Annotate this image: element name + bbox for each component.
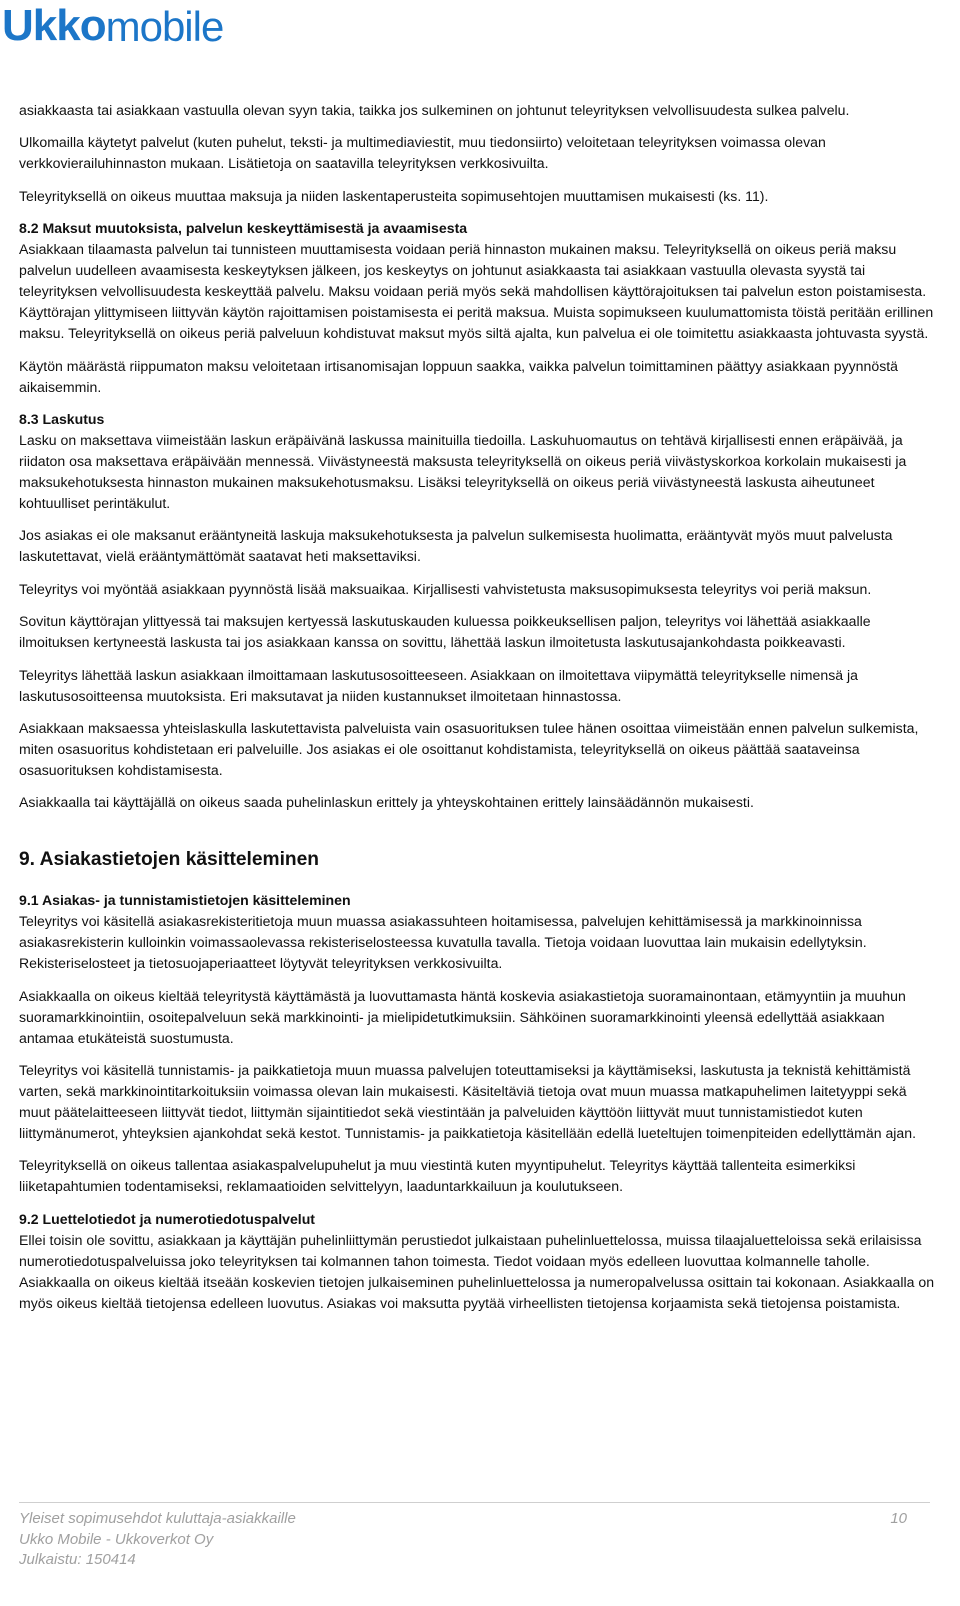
chapter-heading: 9. Asiakastietojen käsitteleminen <box>19 849 320 871</box>
section-8-3 <box>19 409 937 813</box>
paragraph: Sovitun käyttörajan ylittyessä tai maksujen kertyessä laskutuskauden kuluessa poikkeuksellisen paljon, teleyritys voi lähettää asiakkaalle ilmoituksen kertyneestä laskusta tai jos asiakkaan kanssa on sovittu, lähettää laskun ilmoitetusta laskutusajankohdasta poikkeavasti. <box>19 613 871 651</box>
footer-page-number: 10 <box>890 1510 907 1527</box>
paragraph: Ellei toisin ole sovittu, asiakkaan ja käyttäjän puhelinliittymän perustiedot julkaistaan puhelinluettelossa, muissa tilaajaluetteloissa sekä erilaisissa numerotiedotuspalveluissa joko teleyrityksen tai kolmannen tahon toimesta. Tiedot voidaan myös edelleen luovuttaa kolmannelle taholle. Asiakkaalla on oikeus kieltää itseään koskevien tietojen julkaiseminen puhelinluettelossa ja numeropalvelussa osittain tai kokonaan. Asiakkaalla on myös oikeus kieltää tietojensa edelleen luovutus. Asiakas voi maksutta pyytää virheellisten tietojensa korjaamista sekä tietojensa poistamista. <box>19 1231 935 1311</box>
paragraph: Lasku on maksettava viimeistään laskun eräpäivänä laskussa mainituilla tiedoilla. Laskuhuomautus on tehtävä kirjallisesti ennen eräpäivää, ja riidaton osa maksettava eräpäivään mennessä. Viivästyneestä maksusta teleyrityksellä on oikeus periä viivästyskorkoa korkolain mukaisesti ja maksukehotuksesta hinnaston mukainen maksukehotusmaksu. Lisäksi teleyrityksellä on oikeus periä viivästyneestä laskusta aiheutuneet kohtuulliset perintäkulut. <box>19 431 907 511</box>
ukkomobile-logo <box>2 2 223 48</box>
section-8-2 <box>19 218 937 397</box>
paragraph: Teleyrityksellä on oikeus muuttaa maksuja ja niiden laskentaperusteita sopimusehtojen muuttamisen mukaisesti (ks. 11). <box>19 187 769 204</box>
section-heading: 9.2 Luettelotiedot ja numerotiedotuspalvelut <box>19 1210 316 1227</box>
paragraph: Asiakkaalla tai käyttäjällä on oikeus saada puhelinlaskun erittely ja yhteyskohtainen erittely lainsäädännön mukaisesti. <box>19 794 754 811</box>
page-footer <box>19 1509 907 1571</box>
paragraph: Teleyritys voi käsitellä tunnistamis- ja paikkatietoja muun muassa palvelujen toteuttamiseksi ja käyttämiseksi, laskutusta ja teknistä kehittämistä varten, sekä markkinointitarkoituksiin voimassa olevan lain mukaisesti. Käsiteltäviä tietoja ovat muun muassa matkapuhelimen laitetyyppi sekä muut päätelaitteeseen liittyvät tiedot, liittymän sijaintitiedot sekä viestintään ja palveluiden käyttöön liittyvät muut tunnistamistiedot kuten liittymänumerot, yhteyksien ajankohdat sekä kestot. Tunnistamis- ja paikkatietoja käsitellään edellä lueteltujen toimenpiteiden edellyttämän ajan. <box>19 1062 917 1142</box>
document-body <box>19 100 937 1325</box>
section-9-2 <box>19 1209 937 1314</box>
footer-divider <box>19 1502 930 1503</box>
paragraph: Käytön määrästä riippumaton maksu veloitetaan irtisanomisajan loppuun saakka, vaikka palvelun toimittaminen päättyy asiakkaan pyynnöstä aikaisemmin. <box>19 357 898 395</box>
section-heading: 9.1 Asiakas- ja tunnistamistietojen käsitteleminen <box>19 892 351 909</box>
footer-company: Ukko Mobile - Ukkoverkot Oy <box>19 1530 214 1548</box>
logo-bold-text: Ukko <box>2 1 106 50</box>
footer-row <box>19 1509 907 1530</box>
paragraph: asiakkaasta tai asiakkaan vastuulla olevan syyn takia, taikka jos sulkeminen on johtunut teleyrityksen velvollisuudesta sulkea palvelu. <box>19 102 850 118</box>
paragraph: Asiakkaan tilaamasta palvelun tai tunnisteen muuttamisesta voidaan periä hinnaston mukainen maksu. Teleyrityksellä on oikeus periä maksu palvelun uudelleen avaamisesta keskeytyksen jälkeen, jos keskeytys on johtunut asiakkaasta tai asiakkaan vastuulla olevasta syystä tai teleyrityksen velvollisuudesta keskeyttää palvelu. Maksu voidaan periä myös sekä mahdollisen käyttörajoituksen tai palvelun eston poistamisesta. Käyttörajan ylittymiseen liittyvän käytön rajoittamisen poistamisesta ei peritä maksua. Muista sopimukseen kuulumattomista töistä peritään erillinen maksu. Teleyrityksellä on oikeus periä palveluun kohdistuvat maksut myös siltä ajalta, kun palvelua ei ole toimitettu asiakkaasta johtuvasta syystä. <box>19 241 934 342</box>
footer-published: Julkaistu: 150414 <box>19 1551 136 1569</box>
paragraph: Asiakkaalla on oikeus kieltää teleyritystä käyttämästä ja luovuttamasta häntä koskevia asiakastietoja suoramainontaan, etämyyntiin ja muuhun suoramarkkinointiin, osoitepalveluun sekä markkinointi- ja mielipidetutkimuksiin. Sähköinen suoramarkkinointi yleensä edellyttää asiakkaan antamaa etukäteistä suostumusta. <box>19 987 906 1046</box>
paragraph: Teleyritys voi myöntää asiakkaan pyynnöstä lisää maksuaikaa. Kirjallisesti vahvistetusta maksusopimuksesta teleyritys voi periä maksun. <box>19 580 872 597</box>
section-9-1 <box>19 890 937 1197</box>
paragraph: Teleyritys lähettää laskun asiakkaan ilmoittamaan laskutusosoitteeseen. Asiakkaan on ilmoitettava viipymättä teleyritykselle nimensä ja laskutusosoitteensa muutoksista. Eri maksutavat ja niiden kustannukset ilmoitetaan hinnastossa. <box>19 666 858 704</box>
paragraph: Ulkomailla käytetyt palvelut (kuten puhelut, teksti- ja multimediaviestit, muu tiedonsiirto) veloitetaan teleyrityksen voimassa olevan verkkovierailuhinnaston mukaan. Lisätietoja on saatavilla teleyrityksen verkkosivuilta. <box>19 134 826 172</box>
paragraph: Jos asiakas ei ole maksanut erääntyneitä laskuja maksukehotuksesta ja palvelun sulkemisesta huolimatta, erääntyvät myös muut palvelusta laskutettavat, vielä erääntymättömät saatavat heti maksettaviksi. <box>19 527 893 565</box>
section-heading: 8.3 Laskutus <box>19 410 105 427</box>
section-heading: 8.2 Maksut muutoksista, palvelun keskeyttämisestä ja avaamisesta <box>19 220 468 237</box>
paragraph: Teleyrityksellä on oikeus tallentaa asiakaspalvelupuhelut ja muu viestintä kuten myyntipuhelut. Teleyritys käyttää tallenteita esimerkiksi liiketapahtumien todentamiseksi, reklamaatioiden selvittelyyn, laaduntarkkailuun ja koulutukseen. <box>19 1157 856 1195</box>
logo-light-text: mobile <box>105 3 224 50</box>
paragraph: Asiakkaan maksaessa yhteislaskulla laskutettavista palveluista vain osasuorituksen tulee hänen osoittaa viimeistään ennen palvelun sulkemista, miten osasuoritus kohdistetaan eri palveluille. Jos asiakas ei ole osoittanut kohdistamista, teleyrityksellä on oikeus päättää saataveinsa osasuorituksen kohdistamisesta. <box>19 719 919 778</box>
paragraph: Teleyritys voi käsitellä asiakasrekisteritietoja muun muassa asiakassuhteen hoitamisessa, palvelujen kehittämisessä ja markkinoinnissa asiakasrekisterin kulloinkin voimassaolevassa rekisteriselosteessa kuvatulla tavalla. Tietoja voidaan luovuttaa lain mukaisin edellytyksin. Rekisteriselosteet ja tietosuojaperiaatteet löytyvät teleyrityksen verkkosivuilta. <box>19 913 867 972</box>
footer-doc-title: Yleiset sopimusehdot kuluttaja-asiakkaille <box>19 1510 296 1527</box>
